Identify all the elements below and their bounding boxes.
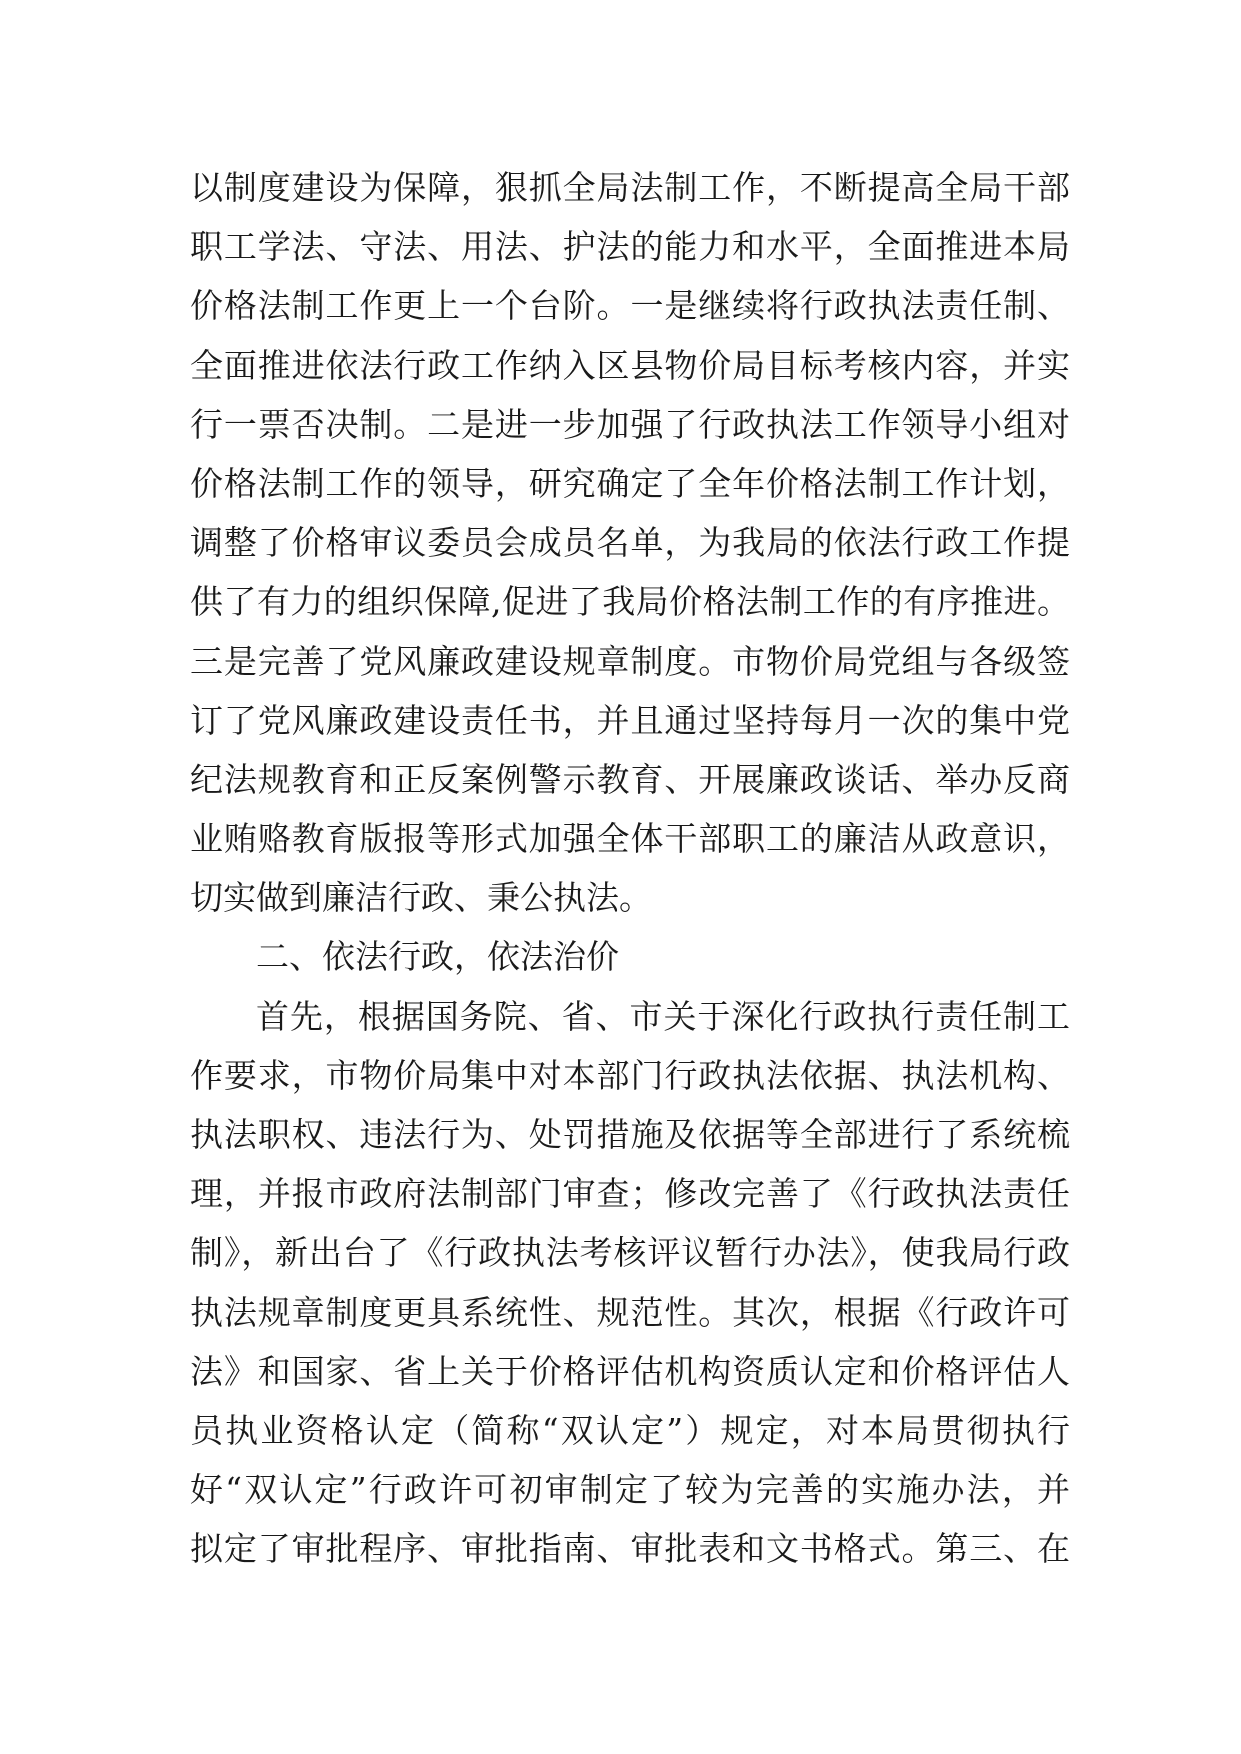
text-line: 执法规章制度更具系统性、规范性。其次，根据《行政许可 <box>190 1292 1070 1332</box>
text-line: 供了有力的组织保障,促进了我局价格法制工作的有序推进。 <box>190 582 1070 622</box>
section-heading: 二、依法行政，依法治价 <box>256 937 619 977</box>
text-line: 以制度建设为保障，狠抓全局法制工作，不断提高全局干部 <box>190 168 1070 207</box>
text-line: 好“双认定”行政许可初审制定了较为完善的实施办法，并 <box>190 1470 1070 1510</box>
text-line: 全面推进依法行政工作纳入区县物价局目标考核内容，并实 <box>190 345 1070 385</box>
text-line: 法》和国家、省上关于价格评估机构资质认定和价格评估人 <box>190 1351 1070 1391</box>
text-line: 订了党风廉政建设责任书，并且通过坚持每月一次的集中党 <box>190 700 1070 740</box>
text-line: 执法职权、违法行为、处罚措施及依据等全部进行了系统梳 <box>190 1115 1070 1154</box>
text-line: 三是完善了党风廉政建设规章制度。市物价局党组与各级签 <box>190 641 1070 681</box>
text-line: 理，并报市政府法制部门审查；修改完善了《行政执法责任 <box>190 1174 1070 1214</box>
text-line: 制》，新出台了《行政执法考核评议暂行办法》，使我局行政 <box>190 1233 1070 1273</box>
document-body <box>190 158 1070 1579</box>
text-line: 员执业资格认定（简称“双认定”）规定，对本局贯彻执行 <box>190 1410 1070 1450</box>
text-line: 行一票否决制。二是进一步加强了行政执法工作领导小组对 <box>190 404 1070 444</box>
text-line: 价格法制工作更上一个台阶。一是继续将行政执法责任制、 <box>190 286 1070 326</box>
text-line: 价格法制工作的领导，研究确定了全年价格法制工作计划， <box>190 463 1070 503</box>
text-line: 纪法规教育和正反案例警示教育、开展廉政谈话、举办反商 <box>190 759 1070 799</box>
text-line: 业贿赂教育版报等形式加强全体干部职工的廉洁从政意识， <box>190 819 1070 859</box>
text-line: 首先，根据国务院、省、市关于深化行政执行责任制工 <box>256 996 1070 1036</box>
text-line: 职工学法、守法、用法、护法的能力和水平，全面推进本局 <box>190 227 1070 267</box>
text-line: 拟定了审批程序、审批指南、审批表和文书格式。第三、在 <box>190 1529 1070 1569</box>
text-line: 切实做到廉洁行政、秉公执法。 <box>190 878 652 918</box>
text-line: 调整了价格审议委员会成员名单，为我局的依法行政工作提 <box>190 523 1070 563</box>
text-line: 作要求，市物价局集中对本部门行政执法依据、执法机构、 <box>190 1055 1070 1095</box>
